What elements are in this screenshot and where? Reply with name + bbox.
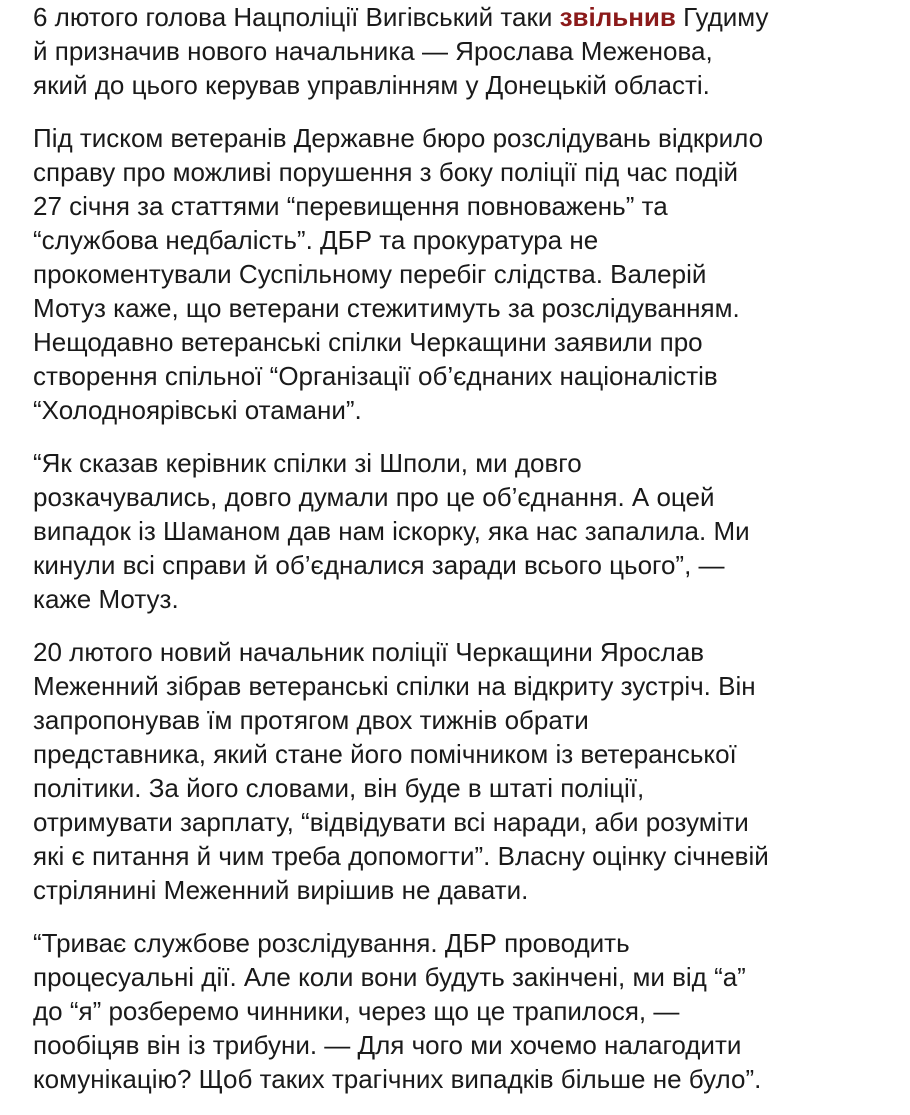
text-line: каже Мотуз. <box>33 584 179 614</box>
text-line: справу про можливі порушення з боку поліції під час подій <box>33 157 739 187</box>
text-line: які є питання й чим треба допомогти”. Власну оцінку січневій <box>33 841 769 871</box>
paragraph-5 <box>33 926 903 1096</box>
text-line: представника, який стане його помічником із ветеранської <box>33 739 737 769</box>
text-line: розкачувались, довго думали про це об’єднання. А оцей <box>33 482 715 512</box>
text-line: випадок із Шаманом дав нам іскорку, яка нас запалила. Ми <box>33 516 750 546</box>
text-line: Меженний зібрав ветеранські спілки на відкриту зустріч. Він <box>33 671 756 701</box>
text-line: кинули всі справи й об’єдналися заради всього цього”, — <box>33 550 725 580</box>
text-line: 20 лютого новий начальник поліції Черкащини Ярослав <box>33 637 705 667</box>
text-line: й призначив нового начальника — Ярослава Меженова, <box>33 36 713 66</box>
paragraph-3 <box>33 446 903 616</box>
text-line: стрілянині Меженний вирішив не давати. <box>33 875 529 905</box>
text-line: до “я” розберемо чинники, через що це трапилося, — <box>33 996 680 1026</box>
text-line: “Триває службове розслідування. ДБР проводить <box>33 928 630 958</box>
text-line: “Холодноярівські отамани”. <box>33 395 362 425</box>
text-line: пообіцяв він із трибуни. — Для чого ми хочемо налагодити <box>33 1030 742 1060</box>
text-line: комунікацію? Щоб таких трагічних випадків більше не було”. <box>33 1064 762 1094</box>
text-line: створення спільної “Організації об’єднаних націоналістів <box>33 361 718 391</box>
article-body <box>33 0 903 1115</box>
text-line <box>33 0 903 34</box>
text-line: Мотуз каже, що ветерани стежитимуть за розслідуванням. <box>33 293 740 323</box>
text-line: отримувати зарплату, “відвідувати всі наради, аби розуміти <box>33 807 749 837</box>
article-link-zvilnyv[interactable]: звільнив <box>559 2 676 32</box>
paragraph-4 <box>33 635 903 907</box>
text-line: 27 січня за статтями “перевищення повноважень” та <box>33 191 668 221</box>
text-line: який до цього керував управлінням у Донецькій області. <box>33 70 710 100</box>
text-line: “Як сказав керівник спілки зі Шполи, ми довго <box>33 448 582 478</box>
text-line: запропонував їм протягом двох тижнів обрати <box>33 705 589 735</box>
text-segment: Гудиму <box>675 2 769 32</box>
text-line: процесуальні дії. Але коли вони будуть закінчені, ми від “а” <box>33 962 746 992</box>
paragraph-2 <box>33 121 903 427</box>
text-line: “службова недбалість”. ДБР та прокуратура не <box>33 225 599 255</box>
text-line: Нещодавно ветеранські спілки Черкащини заявили про <box>33 327 703 357</box>
text-line: Під тиском ветеранів Державне бюро розслідувань відкрило <box>33 123 764 153</box>
text-line: прокоментували Суспільному перебіг слідства. Валерій <box>33 259 707 289</box>
text-line: політики. За його словами, він буде в штаті поліції, <box>33 773 645 803</box>
text-segment: 6 лютого голова Нацполіції Вигівський таки <box>33 2 560 32</box>
paragraph-1 <box>33 0 903 102</box>
